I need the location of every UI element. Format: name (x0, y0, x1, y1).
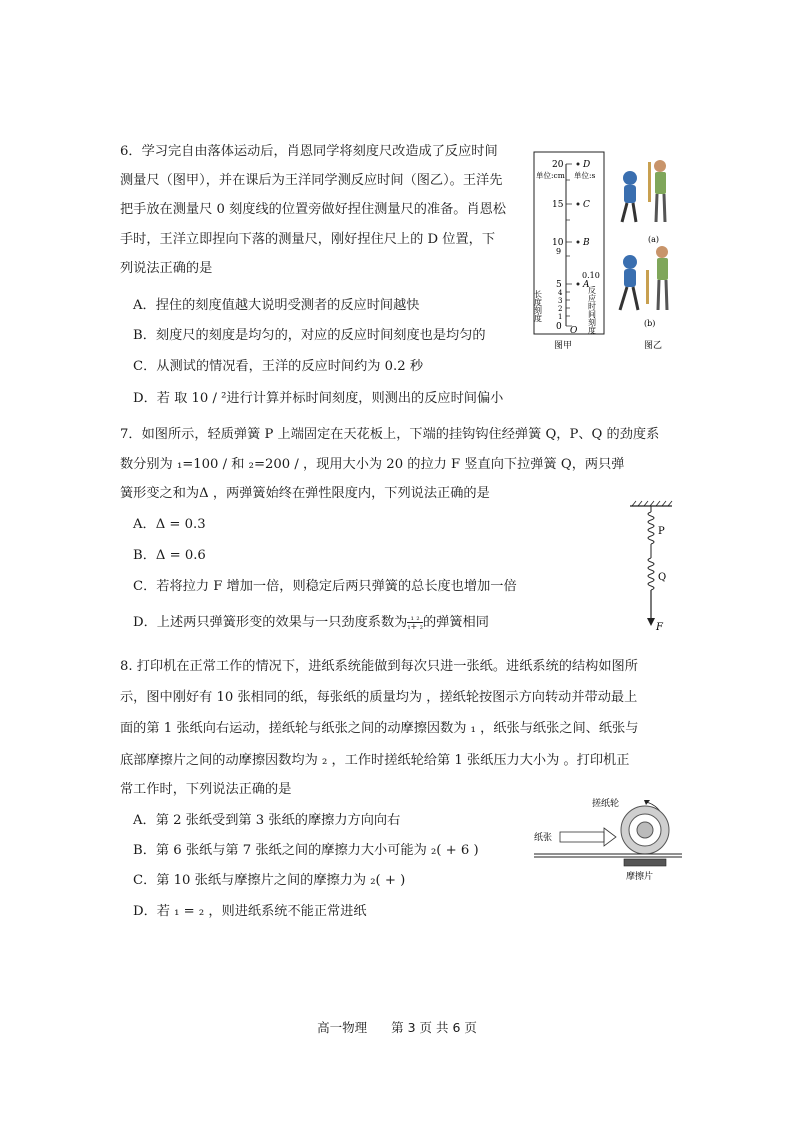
q8-line-5: 常工作时，下列说法正确的是 (120, 782, 292, 797)
ruler-label-15: 15 (552, 200, 564, 210)
ruler-sub-9: 9 (556, 247, 562, 256)
spring-constant-fraction (407, 614, 423, 631)
q6-option-d: D．若 取 10 / ²进行计算并标时间刻度，则测出的反应时间偏小 (133, 391, 504, 406)
q7-option-d-text: D．上述两只弹簧形变的效果与一只劲度系数为 (133, 615, 408, 630)
unit-s: 单位:s (574, 171, 596, 180)
illustration-b (620, 246, 668, 328)
caption-yi: 图乙 (644, 341, 663, 351)
q8-option-a: A．第 2 张纸受到第 3 张纸的摩擦力方向向右 (133, 813, 401, 828)
spring-figure (622, 500, 682, 640)
label-p: P (658, 526, 665, 537)
ruler-label-5: 5 (556, 280, 562, 290)
q7-option-c: C．若将拉力 F 增加一倍，则稳定后两只弹簧的总长度也增加一倍 (133, 579, 517, 594)
q8-line-4: 底部摩擦片之间的动摩擦因数均为 ₂ ，工作时搓纸轮给第 1 张纸压力大小为 。打印机正 (120, 753, 630, 768)
paper-feed-figure (532, 792, 692, 884)
q7-option-d (133, 614, 489, 632)
reaction-ruler-figure (530, 150, 680, 352)
q8-line-1: 8. 打印机在正常工作的情况下，进纸系统能做到每次只进一张纸。进纸系统的结构如图所 (120, 659, 638, 674)
q6-option-c: C．从测试的情况看，王洋的反应时间约为 0.2 秒 (133, 359, 424, 374)
q6-option-b: B．刻度尺的刻度是均匀的，对应的反应时间刻度也是均匀的 (133, 328, 486, 343)
point-o: O (570, 326, 578, 336)
roller-label: 搓纸轮 (592, 799, 620, 809)
footer-subject: 高一物理 (317, 1020, 368, 1035)
q7-option-d-tail: 的弹簧相同 (423, 615, 489, 630)
q6-line-4: 手时，王洋立即捏向下落的测量尺，刚好捏住尺上的 D 位置，下 (120, 232, 496, 247)
ruler-label-10: 10 (552, 238, 564, 248)
q8-option-d: D．若 ₁ = ₂ ，则进纸系统不能正常进纸 (133, 904, 367, 919)
sub-label-a: (a) (648, 235, 660, 244)
q6-line-3: 把手放在测量尺 0 刻度线的位置旁做好捏住测量尺的准备。肖恩松 (120, 202, 507, 217)
page-footer (0, 1018, 794, 1036)
point-b: B (583, 238, 590, 248)
pad-label: 摩擦片 (626, 872, 654, 882)
point-d: D (583, 160, 591, 170)
q8-line-2: 示，图中刚好有 10 张相同的纸，每张纸的质量均为 ，搓纸轮按图示方向转动并带动最上 (120, 690, 638, 705)
q8-option-b: B．第 6 张纸与第 7 张纸之间的摩擦力大小可能为 ₂( + 6 ) (133, 843, 479, 858)
ruler-sub-2: 2 (558, 305, 563, 313)
caption-jia: 图甲 (554, 341, 573, 351)
time-scale-text: 反应时间刻度 (587, 286, 597, 334)
ruler-label-0: 0 (556, 322, 562, 332)
time-label: 0.10 (582, 271, 600, 280)
sub-label-b: (b) (644, 319, 656, 328)
fraction-denominator: ₁+ ₂ (407, 622, 423, 631)
q6-option-a: A．捏住的刻度值越大说明受测者的反应时间越快 (133, 298, 420, 313)
q6-line-5: 列说法正确的是 (120, 261, 213, 276)
q8-option-c: C．第 10 张纸与摩擦片之间的摩擦力为 ₂( + ) (133, 873, 406, 888)
q7-option-b: B．Δ = 0.6 (133, 548, 206, 563)
point-c: C (583, 200, 590, 210)
paper-label: 纸张 (534, 833, 553, 843)
ruler-label-20: 20 (552, 160, 564, 170)
q7-option-a: A．Δ = 0.3 (133, 517, 206, 532)
label-f: F (656, 622, 663, 633)
q6-line-1: 6．学习完自由落体运动后，肖恩同学将刻度尺改造成了反应时间 (120, 144, 498, 159)
footer-page-number: 第 3 页 共 6 页 (391, 1020, 477, 1035)
q8-line-3: 面的第 1 张纸向右运动，搓纸轮与纸张之间的动摩擦因数为 ₁ ，纸张与纸张之间、纸张与 (120, 721, 639, 736)
ruler-sub-3: 3 (558, 297, 563, 305)
fraction-numerator: ₁ ₂ (407, 614, 423, 623)
length-scale-text: 长度刻度 (533, 290, 543, 322)
illustration-a (622, 160, 666, 244)
q7-line-1: 7．如图所示，轻质弹簧 P 上端固定在天花板上，下端的挂钩钩住经弹簧 Q，P、Q 的劲度系 (120, 427, 660, 442)
q7-line-3: 簧形变之和为Δ ，两弹簧始终在弹性限度内，下列说法正确的是 (120, 486, 490, 501)
label-q: Q (658, 572, 667, 583)
q6-line-2: 测量尺（图甲），并在课后为王洋同学测反应时间（图乙）。王洋先 (120, 173, 503, 188)
ruler-sub-1: 1 (558, 313, 563, 321)
unit-cm: 单位:cm (536, 171, 565, 180)
ruler-sub-4: 4 (558, 289, 563, 297)
q7-line-2: 数分别为 ₁=100 / 和 ₂=200 / ，现用大小为 20 的拉力 F 竖直向下拉弹簧 Q，两只弹 (120, 457, 625, 472)
point-a: A (583, 280, 590, 290)
